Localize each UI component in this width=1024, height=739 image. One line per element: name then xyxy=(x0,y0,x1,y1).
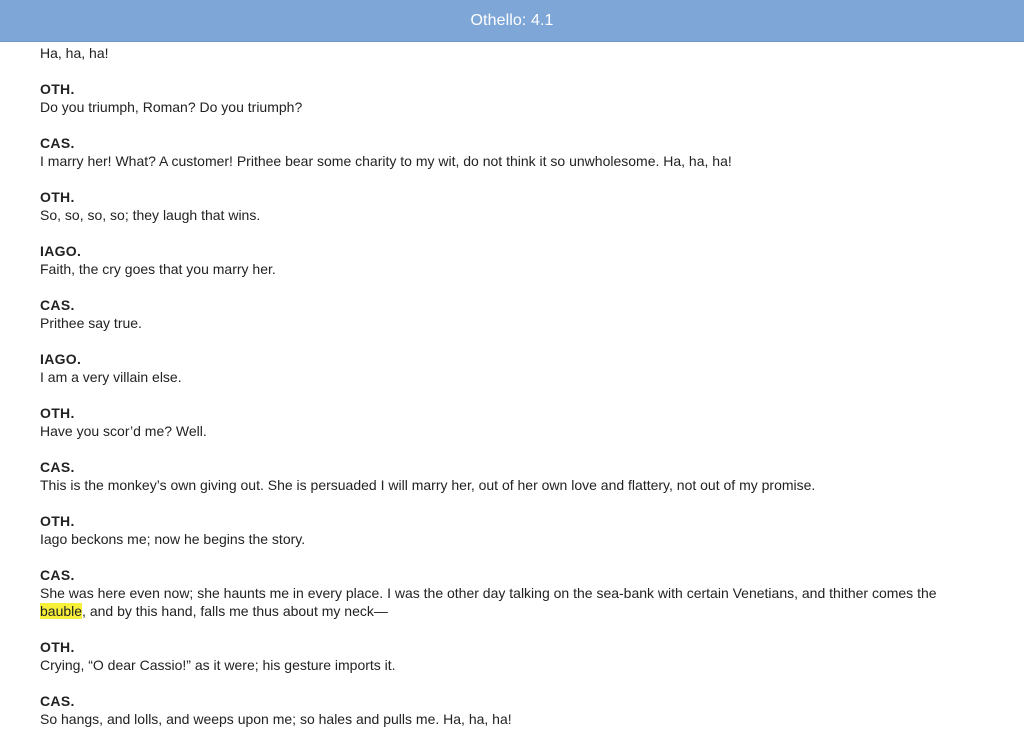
speech-block xyxy=(40,404,980,440)
speech-line: So hangs, and lolls, and weeps upon me; so hales and pulls me. Ha, ha, ha! xyxy=(40,711,512,727)
speaker-name: OTH. xyxy=(40,189,75,205)
speech-line: This is the monkey’s own giving out. She is persuaded I will marry her, out of her own love and flattery, not out of my promise. xyxy=(40,477,816,493)
title-bar xyxy=(0,0,1024,42)
speech-line: Ha, ha, ha! xyxy=(40,45,109,61)
speaker-name: CAS. xyxy=(40,297,75,313)
highlighted-word[interactable]: bauble xyxy=(40,603,83,619)
speech-block xyxy=(40,80,980,116)
speech-block xyxy=(40,512,980,548)
speaker-name: OTH. xyxy=(40,405,75,421)
play-text[interactable] xyxy=(40,44,980,728)
speech-block xyxy=(40,188,980,224)
speaker-name: CAS. xyxy=(40,567,75,583)
speech-line xyxy=(40,584,980,620)
speaker-name: IAGO. xyxy=(40,351,82,367)
speech-line: Have you scor’d me? Well. xyxy=(40,423,207,439)
speech-line: So, so, so, so; they laugh that wins. xyxy=(40,207,261,223)
speaker-name: CAS. xyxy=(40,135,75,151)
speech-line: I marry her! What? A customer! Prithee bear some charity to my wit, do not think it so unwholesome. Ha, ha, ha! xyxy=(40,153,732,169)
speech-line: I am a very villain else. xyxy=(40,369,182,385)
speech-block xyxy=(40,638,980,674)
speaker-name: OTH. xyxy=(40,513,75,529)
speech-block xyxy=(40,134,980,170)
speaker-name: CAS. xyxy=(40,693,75,709)
speech-line: Iago beckons me; now he begins the story. xyxy=(40,531,306,547)
speech-block xyxy=(40,566,980,620)
speech-block xyxy=(40,296,980,332)
speaker-name: IAGO. xyxy=(40,243,82,259)
speaker-name: OTH. xyxy=(40,81,75,97)
speech-line: Prithee say true. xyxy=(40,315,142,331)
speech-block xyxy=(40,458,980,494)
speech-line: Faith, the cry goes that you marry her. xyxy=(40,261,276,277)
speech-line: Crying, “O dear Cassio!” as it were; his gesture imports it. xyxy=(40,657,396,673)
page-title: Othello: 4.1 xyxy=(470,11,554,29)
speech-block xyxy=(40,242,980,278)
speech-text-after: , and by this hand, falls me thus about my neck— xyxy=(82,603,388,619)
speech-text-before: She was here even now; she haunts me in every place. I was the other day talking on the sea-bank with certain Venetians, and thither comes the xyxy=(40,585,937,601)
speaker-name: OTH. xyxy=(40,639,75,655)
speech-block xyxy=(40,692,980,728)
speech-line: Do you triumph, Roman? Do you triumph? xyxy=(40,99,303,115)
speaker-name: CAS. xyxy=(40,459,75,475)
speech-block xyxy=(40,350,980,386)
